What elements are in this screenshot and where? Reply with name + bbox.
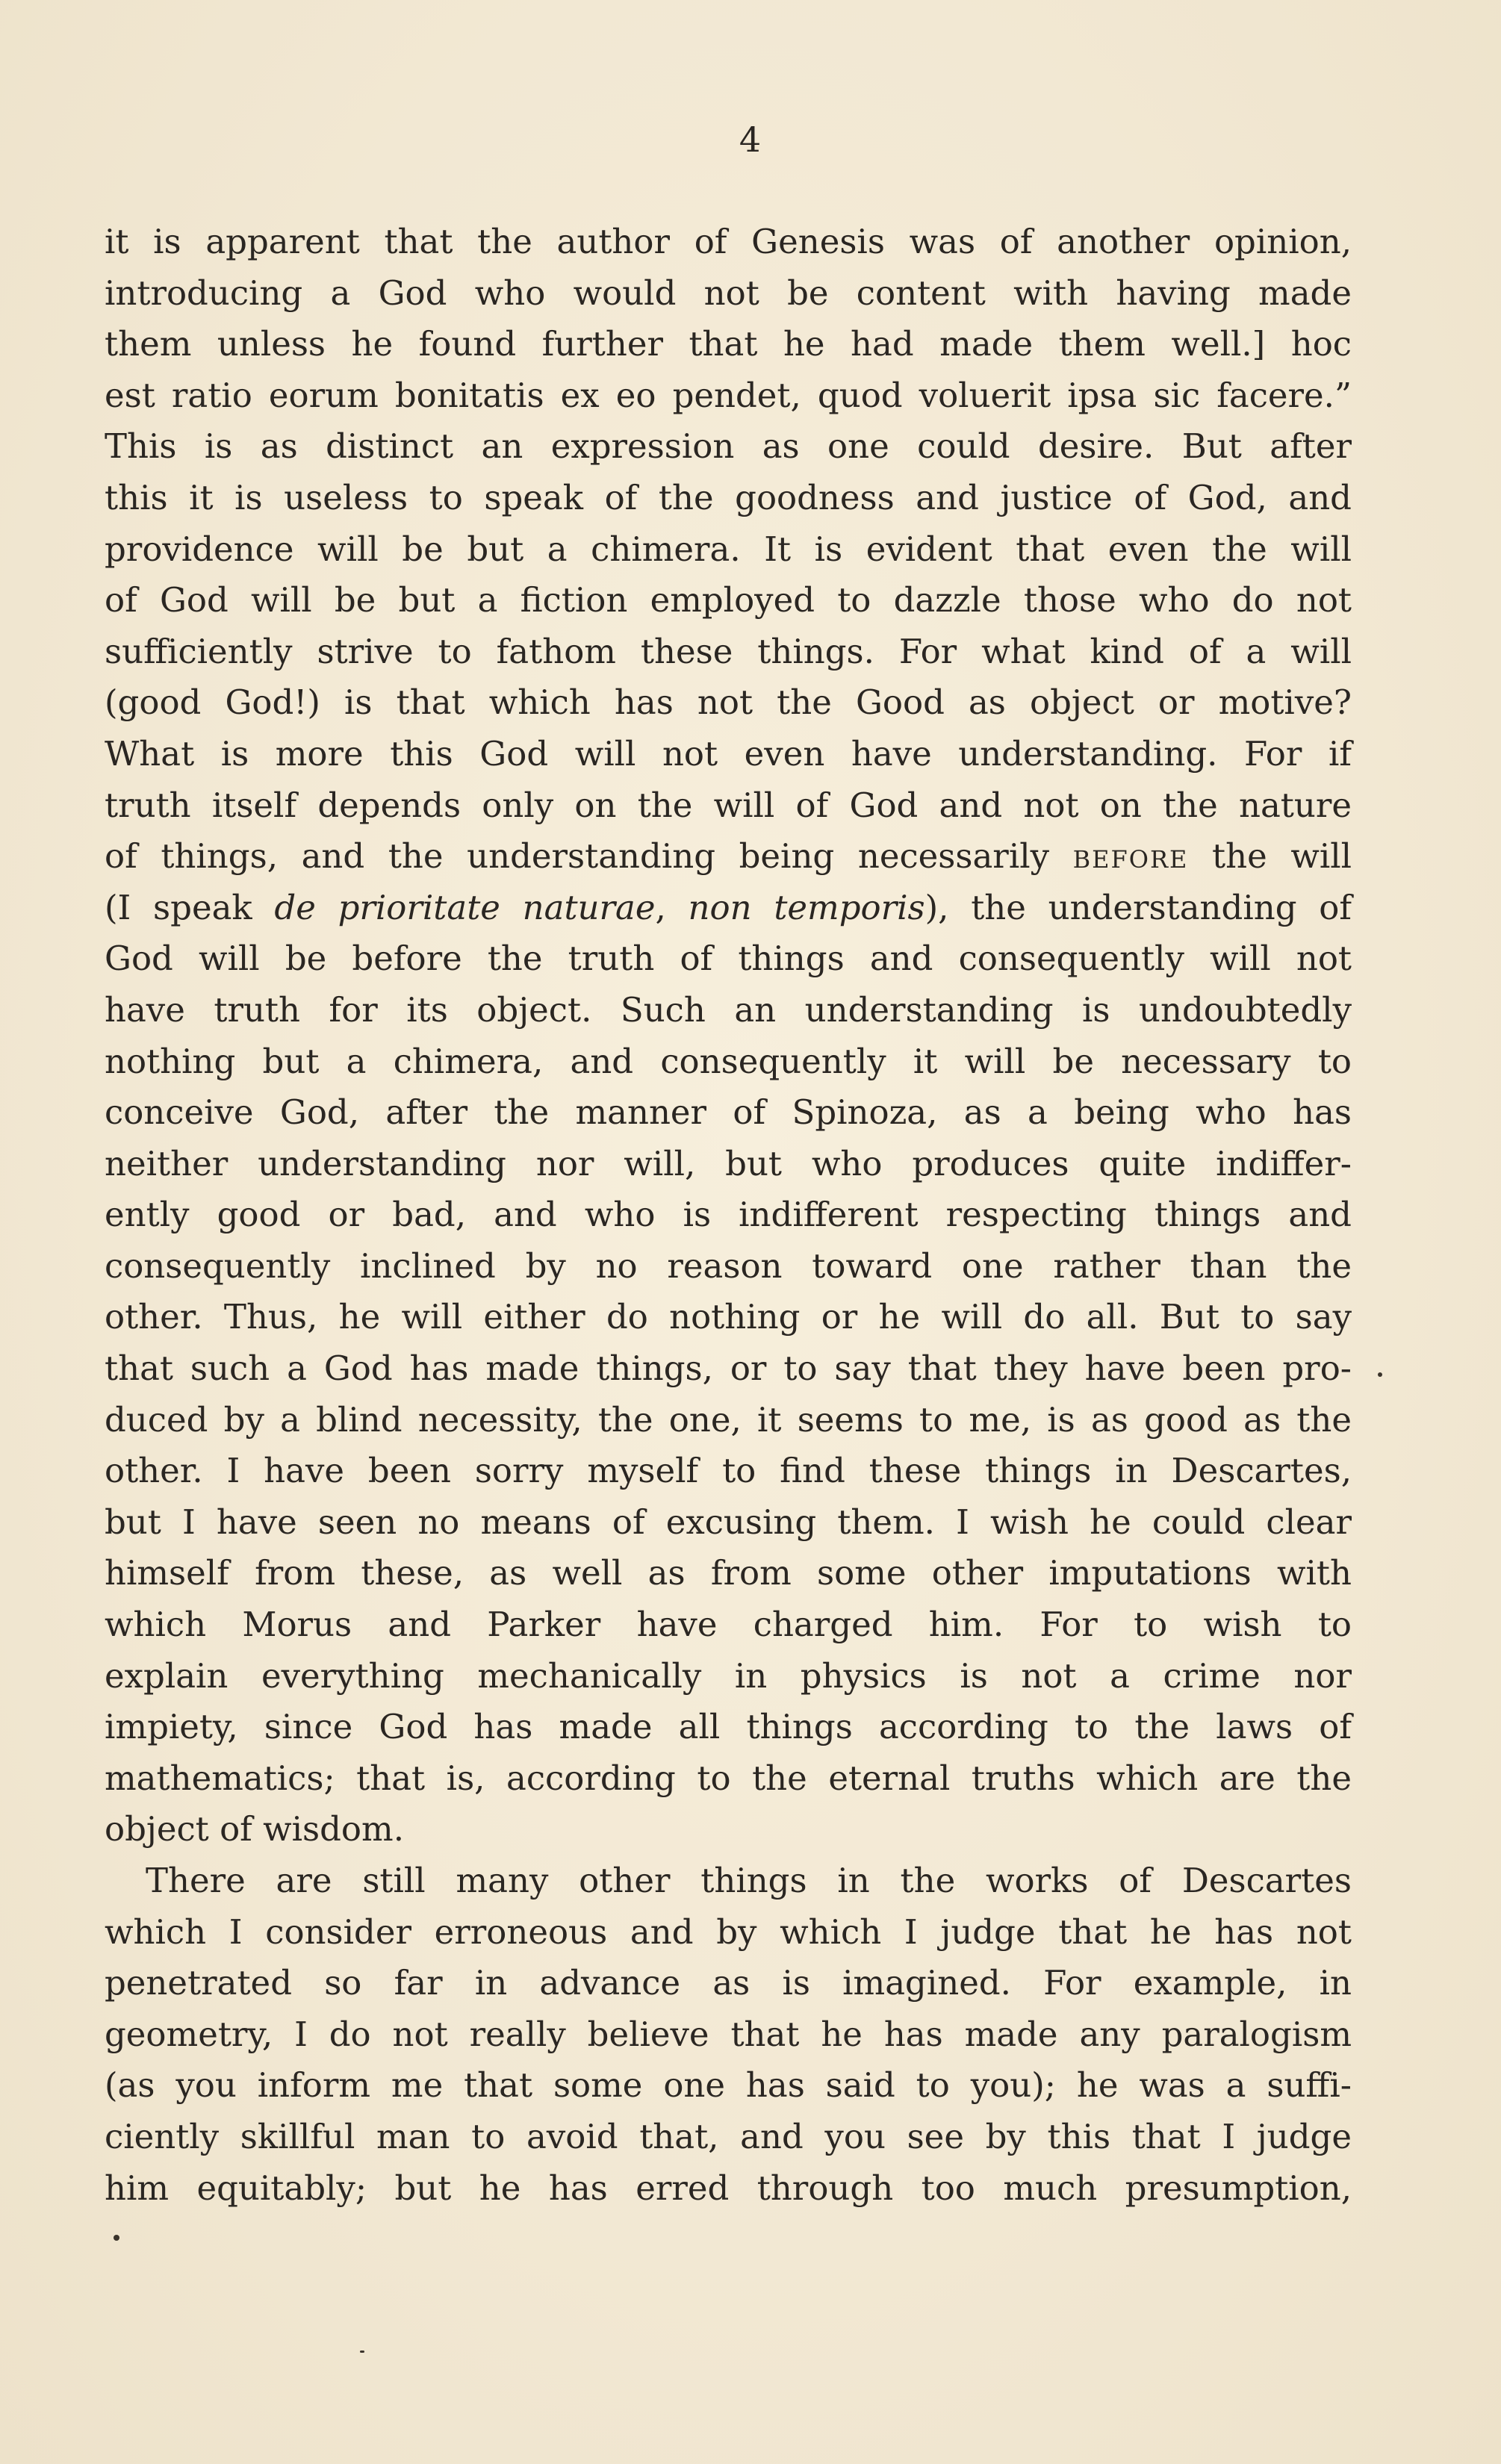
text-line: which I consider erroneous and by which I judge that he has not (105, 1911, 1352, 1952)
text-line-mid: , (655, 887, 689, 927)
text-line: truth itself depends only on the will of God and not on the nature (105, 785, 1352, 825)
text-line: but I have seen no means of excusing them. I wish he could clear (105, 1502, 1352, 1542)
text-line: himself from these, as well as from some other imputations with (105, 1553, 1352, 1593)
text-line: introducing a God who would not be content with having made (105, 273, 1352, 313)
text-line: duced by a blind necessity, the one, it seems to me, is as good as the (105, 1399, 1352, 1440)
text-line: object of wisdom. (105, 1809, 405, 1849)
text-line-post: ), the understanding of (924, 887, 1352, 927)
text-line: providence will be but a chimera. It is evident that even the will (105, 529, 1352, 569)
text-line: other. Thus, he will either do nothing or he will do all. But to say (105, 1297, 1352, 1337)
body-text (105, 217, 1352, 2214)
text-line: consequently inclined by no reason toward one rather than the (105, 1245, 1352, 1286)
text-line: that such a God has made things, or to say that they have been pro- (105, 1348, 1352, 1389)
text-line: have truth for its object. Such an understanding is undoubtedly (105, 989, 1352, 1030)
text-line: This is as distinct an expression as one could desire. But after (105, 426, 1352, 467)
text-line: it is apparent that the author of Genesis was of another opinion, (105, 222, 1352, 261)
text-line: What is more this God will not even have understanding. For if (105, 733, 1352, 774)
italic-phrase: non temporis (688, 887, 925, 927)
text-line: impiety, since God has made all things according to the laws of (105, 1707, 1352, 1747)
text-line: of God will be but a fiction employed to dazzle those who do not (105, 580, 1352, 620)
italic-phrase: de prioritate naturae (274, 887, 656, 927)
small-caps-word: before (1072, 836, 1189, 877)
text-line (105, 831, 1352, 883)
text-line: him equitably; but he has erred through too much presumption, (105, 2168, 1352, 2208)
text-line: penetrated so far in advance as is imagined. For example, in (105, 1963, 1352, 2003)
text-line: geometry, I do not really believe that he has made any paralogism (105, 2014, 1352, 2054)
text-line-post: the will (1188, 836, 1352, 877)
text-line: this it is useless to speak of the goodness and justice of God, and (105, 477, 1352, 517)
text-line: other. I have been sorry myself to find these things in Descartes, (105, 1451, 1352, 1491)
text-line-pre: of things, and the understanding being necessarily (105, 836, 1073, 877)
text-line (105, 883, 1352, 934)
text-line: est ratio eorum bonitatis ex eo pendet, quod voluerit ipsa sic facere.” (105, 375, 1352, 415)
page-number: 4 (739, 119, 762, 160)
text-line: sufficiently strive to fathom these things. For what kind of a will (105, 631, 1352, 671)
text-line-pre: (I speak (105, 887, 275, 927)
text-line: mathematics; that is, according to the eternal truths which are the (105, 1758, 1352, 1798)
text-line: There are still many other things in the works of Descartes (146, 1861, 1352, 1900)
text-line: (good God!) is that which has not the Good as object or motive? (105, 682, 1352, 723)
ink-speck (1378, 1372, 1382, 1377)
text-line: (as you inform me that some one has said to you); he was a suffi- (105, 2065, 1352, 2106)
text-line: them unless he found further that he had made them well.] hoc (105, 324, 1352, 364)
text-line: explain everything mechanically in physics is not a crime nor (105, 1655, 1352, 1696)
text-line: which Morus and Parker have charged him. For to wish to (105, 1605, 1352, 1645)
ink-speck (360, 2351, 364, 2353)
text-line: God will be before the truth of things and consequently will not (105, 939, 1352, 979)
text-line: neither understanding nor will, but who produces quite indiffer- (105, 1143, 1352, 1183)
text-line: ciently skillful man to avoid that, and you see by this that I judge (105, 2116, 1352, 2156)
text-line: nothing but a chimera, and consequently it will be necessary to (105, 1041, 1352, 1081)
text-line: ently good or bad, and who is indifferent respecting things and (105, 1195, 1352, 1235)
text-line: conceive God, after the manner of Spinoza, as a being who has (105, 1092, 1352, 1133)
ink-speck (114, 2235, 119, 2241)
